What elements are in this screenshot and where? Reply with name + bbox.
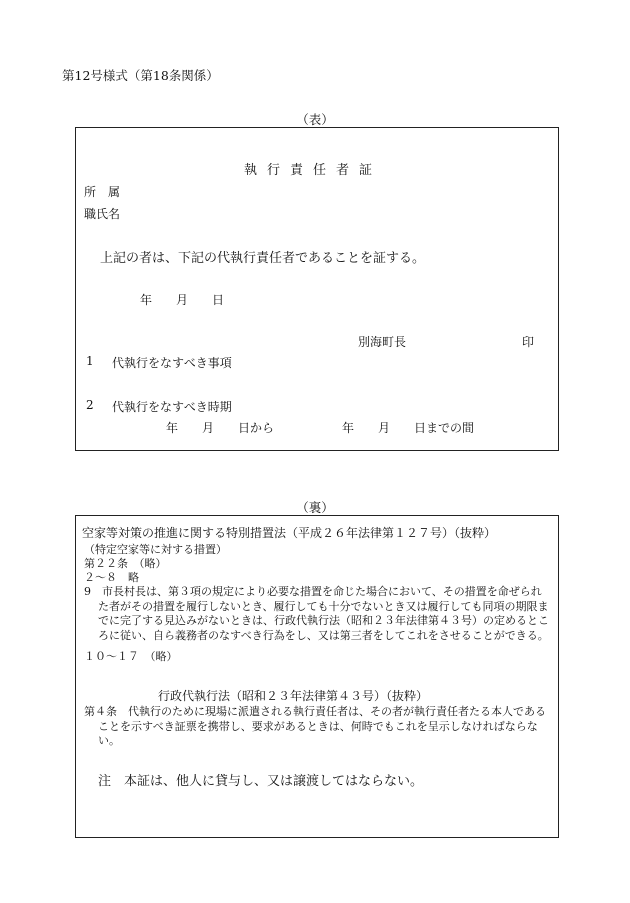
article-22: 第２２条 （略） [84, 557, 167, 570]
law1-caption: （特定空家等に対する措置） [84, 543, 227, 556]
issue-date-line: 年 月 日 [140, 293, 225, 307]
issuer-name: 別海町長 [358, 335, 407, 349]
certificate-heading: 執行責任者証 [244, 163, 383, 178]
law1-title: 空家等対策の推進に関する特別措置法（平成２６年法律第１２７号）（抜粋） [82, 526, 497, 540]
certification-statement: 上記の者は、下記の代執行責任者であることを証する。 [100, 251, 426, 266]
name-title-label: 職氏名 [84, 207, 121, 221]
law2-title: 行政代執行法（昭和２３年法律第４３号）（抜粋） [158, 689, 429, 703]
form-number-title: 第12号様式（第18条関係） [62, 68, 219, 83]
seal-mark: 印 [522, 335, 535, 349]
period-from: 年 月 日から [166, 421, 275, 435]
item-9-text: 9 市長村長は、第３項の規定により必要な措置を命じた場合において、その措置を命ぜられた者がその措置を履行しないとき、履行しても十分でないとき又は履行しても同項の期限までに完了する見込みがないときは、行政代執行法（昭和２３年法律第４３号）の定めるところに従い、自ら義務者のなすべき行為をし、又は第三者をしてこれをさせることができる。 [84, 585, 549, 642]
back-side-label: （裏） [296, 500, 334, 515]
affiliation-label: 所 属 [84, 185, 121, 199]
item-2-label: 代執行をなすべき時期 [112, 400, 232, 414]
back-side-panel [75, 515, 559, 838]
period-to: 年 月 日までの間 [342, 421, 475, 435]
usage-note: 注 本証は、他人に貸与し、又は譲渡してはならない。 [98, 774, 424, 789]
items-2-8: ２～８ 略 [84, 571, 139, 584]
items-10-17: １０～１７ （略） [84, 650, 178, 663]
item-1-label: 代執行をなすべき事項 [112, 356, 232, 370]
item-1-number: 1 [86, 354, 94, 368]
front-side-label: （表） [296, 112, 334, 127]
item-2-number: 2 [86, 398, 94, 412]
front-side-panel [75, 127, 559, 451]
article-4-text: 第４条 代執行のために現場に派遣される執行責任者は、その者が執行責任者たる本人であることを示すべき証票を携帯し、要求があるときは、何時でもこれを呈示しなければならない。 [84, 705, 546, 747]
